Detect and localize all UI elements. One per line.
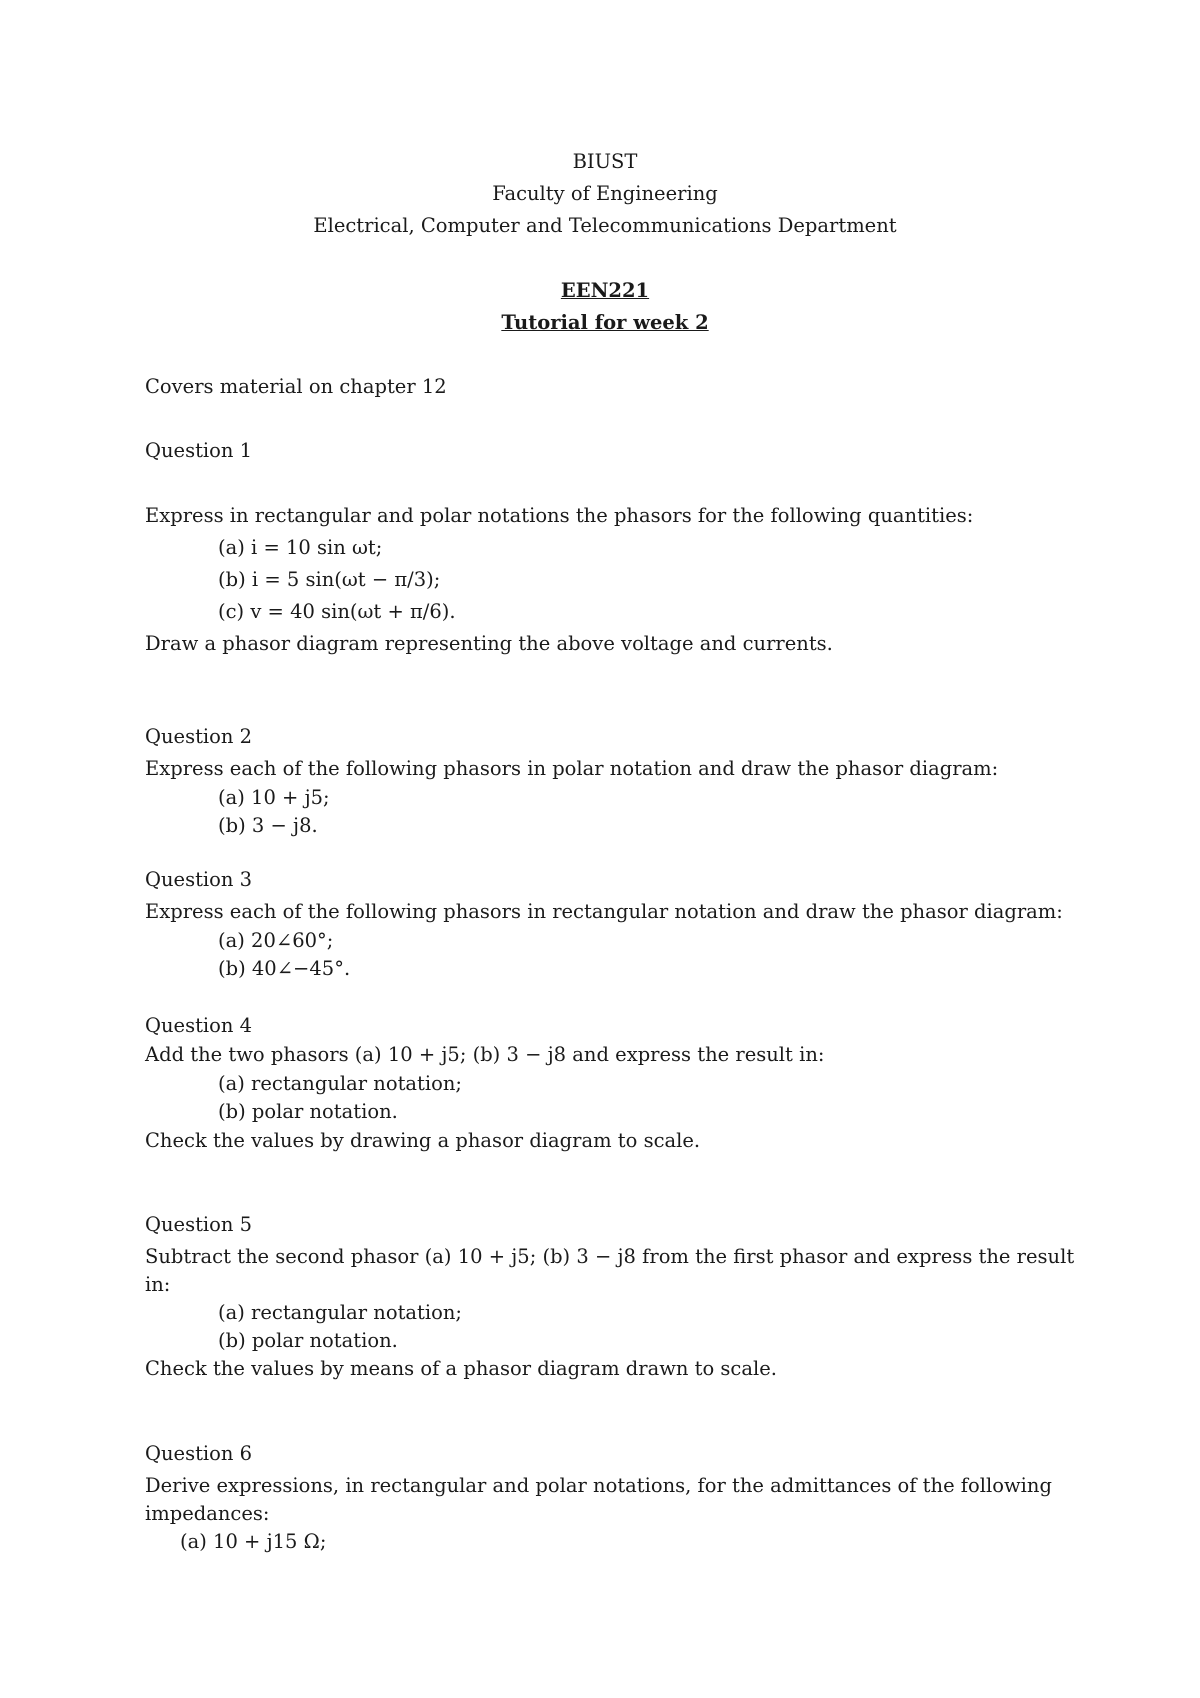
question-4-item-b: (b) polar notation. [218, 1100, 398, 1123]
question-3-item-a: (a) 20∠60°; [218, 929, 334, 952]
faculty-name: Faculty of Engineering [492, 182, 718, 205]
question-5-prompt-line-1: Subtract the second phasor (a) 10 + j5; (b) 3 − j8 from the first phasor and express the result [145, 1245, 1075, 1268]
course-code: EEN221 [560, 279, 650, 302]
question-2-item-a: (a) 10 + j5; [218, 786, 330, 809]
question-1-item-b: (b) i = 5 sin(ωt − π/3); [218, 568, 441, 591]
question-4-title: Question 4 [145, 1014, 253, 1037]
question-2-item-b: (b) 3 − j8. [218, 814, 318, 837]
question-1-item-c: (c) v = 40 sin(ωt + π/6). [218, 600, 456, 623]
question-2-prompt: Express each of the following phasors in polar notation and draw the phasor diagram: [145, 757, 999, 780]
institution-name: BIUST [572, 150, 638, 173]
intro-text: Covers material on chapter 12 [145, 375, 447, 398]
question-1-title: Question 1 [145, 439, 253, 462]
question-6-item-a: (a) 10 + j15 Ω; [180, 1530, 327, 1553]
question-3-item-b: (b) 40∠−45°. [218, 957, 351, 980]
question-4-prompt: Add the two phasors (a) 10 + j5; (b) 3 − j8 and express the result in: [145, 1043, 825, 1066]
question-2-title: Question 2 [145, 725, 253, 748]
question-1-prompt: Express in rectangular and polar notations the phasors for the following quantities: [145, 504, 974, 527]
question-5-item-b: (b) polar notation. [218, 1329, 398, 1352]
question-6-prompt-line-2: impedances: [145, 1502, 270, 1525]
question-1-followup: Draw a phasor diagram representing the above voltage and currents. [145, 632, 833, 655]
question-4-followup: Check the values by drawing a phasor diagram to scale. [145, 1129, 701, 1152]
department-name: Electrical, Computer and Telecommunications Department [313, 214, 897, 237]
question-5-item-a: (a) rectangular notation; [218, 1301, 462, 1324]
question-5-title: Question 5 [145, 1213, 253, 1236]
question-6-prompt-line-1: Derive expressions, in rectangular and polar notations, for the admittances of the following [145, 1474, 1052, 1497]
question-3-title: Question 3 [145, 868, 253, 891]
tutorial-title: Tutorial for week 2 [501, 311, 709, 334]
question-4-item-a: (a) rectangular notation; [218, 1072, 462, 1095]
question-6-title: Question 6 [145, 1442, 253, 1465]
question-5-followup: Check the values by means of a phasor diagram drawn to scale. [145, 1357, 777, 1380]
question-3-prompt: Express each of the following phasors in rectangular notation and draw the phasor diagram: [145, 900, 1063, 923]
question-5-prompt-line-2: in: [145, 1273, 171, 1296]
question-1-item-a: (a) i = 10 sin ωt; [218, 536, 383, 559]
